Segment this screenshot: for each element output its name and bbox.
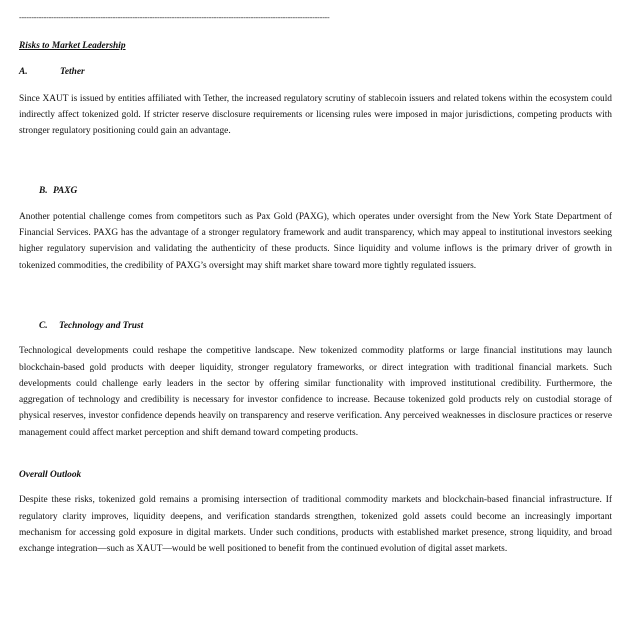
section-c-body: Technological developments could reshape the competitive landscape. New tokenized commodity platforms or large financial institutions may launch blockchain-based gold products with deeper liquidity, stronger regulatory frameworks, or direct integration with traditional financial markets. Such developments could challenge early leaders in the sector by offering similar functionality with improved institutional credibility. Furthermore, the aggregation of technology and credibility is necessary for investor confidence to increase. Because tokenized gold products rely on custodial storage of physical reserves, investor confidence depends heavily on transparency and reserve verification. Any perceived weaknesses in disclosure practices or reserve management could affect market perception and shift demand toward competing products. bbox=[19, 346, 612, 438]
section-c-title: Technology and Trust bbox=[59, 320, 144, 331]
section-c-letter: C. bbox=[39, 320, 48, 331]
section-title-outlook: Overall Outlook bbox=[19, 470, 82, 481]
section-a-title: Tether bbox=[60, 67, 85, 78]
section-a-letter: A. bbox=[19, 67, 28, 78]
section-heading-b bbox=[19, 183, 612, 199]
section-b-letter: B. bbox=[39, 186, 48, 197]
section-b-title: PAXG bbox=[53, 186, 78, 197]
section-b-body: Another potential challenge comes from competitors such as Pax Gold (PAXG), which operates under oversight from the New York State Department of Financial Services. PAXG has the advantage of a stronger regulatory framework and audit transparency, which may appeal to institutional investors seeking higher regulatory supervision and validating the authenticity of these products. Since liquidity and volume inflows is the primary driver of growth in tokenized commodities, the credibility of PAXG’s oversight may shift market share toward more tightly regulated issuers. bbox=[19, 211, 612, 271]
section-a-body: Since XAUT is issued by entities affiliated with Tether, the increased regulatory scrutiny of stablecoin issuers and related tokens within the ecosystem could indirectly affect tokenized gold. If stricter reserve disclosure requirements or licensing rules were imposed in major jurisdictions, competing products with stronger regulatory positioning could gain an advantage. bbox=[19, 93, 612, 137]
document-page bbox=[19, 12, 612, 558]
divider-line: ------------------------------------------------------------------------------------------------------------------------------ bbox=[19, 13, 330, 22]
section-title-risks: Risks to Market Leadership bbox=[19, 41, 126, 51]
section-heading-c bbox=[19, 318, 612, 334]
outlook-body: Despite these risks, tokenized gold remains a promising intersection of traditional commodity markets and blockchain-based financial infrastructure. If regulatory clarity improves, liquidity deepens, and verification standards strengthen, tokenized gold assets could become an increasingly important mechanism for accessing gold exposure in digital markets. Under such conditions, products with established market presence, strong liquidity, and broad exchange integration—such as XAUT—would be well positioned to benefit from the continued evolution of digital asset markets. bbox=[19, 495, 612, 555]
section-heading-a bbox=[19, 64, 612, 80]
